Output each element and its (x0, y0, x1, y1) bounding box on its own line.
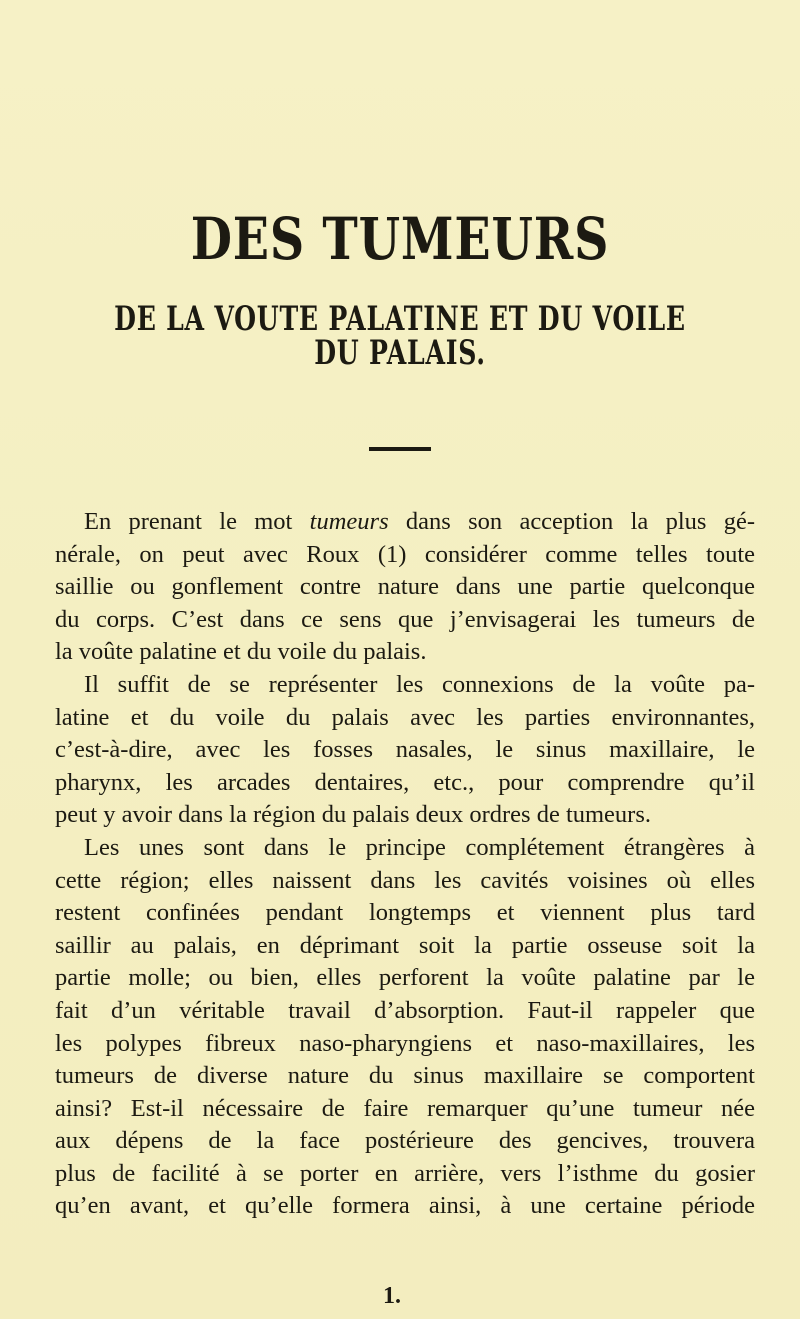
page-subtitle: DE LA VOUTE PALATINE ET DU VOILE DU PALAIS. (114, 299, 686, 373)
title-divider-rule (369, 447, 431, 451)
text-line: la voûte palatine et du voile du palais. (55, 638, 427, 666)
text-line-part: dans son acception la plus gé- (388, 508, 755, 535)
text-line: plus de facilité à se porter en arrière, vers l’isthme du gosier (55, 1159, 755, 1187)
text-line: les polypes fibreux naso-pharyngiens et naso-maxillaires, les (55, 1029, 755, 1057)
paragraph-2 (55, 669, 755, 832)
text-line: cette région; elles naissent dans les cavités voisines où elles (55, 866, 755, 894)
text-line: aux dépens de la face postérieure des gencives, trouvera (55, 1127, 755, 1155)
text-line: qu’en avant, et qu’elle formera ainsi, à une certaine période (55, 1192, 755, 1220)
text-line: Il suffit de se représenter les connexions de la voûte pa- (84, 670, 755, 698)
text-line: peut y avoir dans la région du palais deux ordres de tumeurs. (55, 801, 652, 829)
text-line: saillie ou gonflement contre nature dans une partie quelconque (55, 573, 755, 601)
text-line: pharynx, les arcades dentaires, etc., pour comprendre qu’il (55, 768, 755, 796)
text-line: fait d’un véritable travail d’absorption. Faut-il rappeler que (55, 996, 755, 1024)
body-text (55, 506, 755, 1223)
text-line: ainsi? Est-il nécessaire de faire remarquer qu’une tumeur née (55, 1094, 755, 1122)
text-line: c’est-à-dire, avec les fosses nasales, le sinus maxillaire, le (55, 736, 755, 764)
text-line: saillir au palais, en déprimant soit la partie osseuse soit la (55, 931, 755, 959)
text-line: du corps. C’est dans ce sens que j’envisagerai les tumeurs de (55, 605, 755, 633)
text-line: tumeurs de diverse nature du sinus maxillaire se comportent (55, 1062, 755, 1090)
text-line: partie molle; ou bien, elles perforent la voûte palatine par le (55, 964, 755, 992)
text-line: nérale, on peut avec Roux (1) considérer comme telles toute (55, 540, 755, 568)
text-line: restent confinées pendant longtemps et viennent plus tard (55, 899, 755, 927)
text-line: Les unes sont dans le principe complétement étrangères à (84, 833, 755, 861)
text-line (55, 506, 755, 539)
italic-term: tumeurs (309, 508, 389, 535)
text-line-part: En prenant le mot (84, 508, 310, 535)
page-number: 1. (383, 1283, 401, 1309)
paragraph-1 (55, 506, 755, 669)
paragraph-3 (55, 832, 755, 1223)
text-line: latine et du voile du palais avec les parties environnantes, (55, 703, 755, 731)
page-title: DES TUMEURS (190, 205, 610, 273)
